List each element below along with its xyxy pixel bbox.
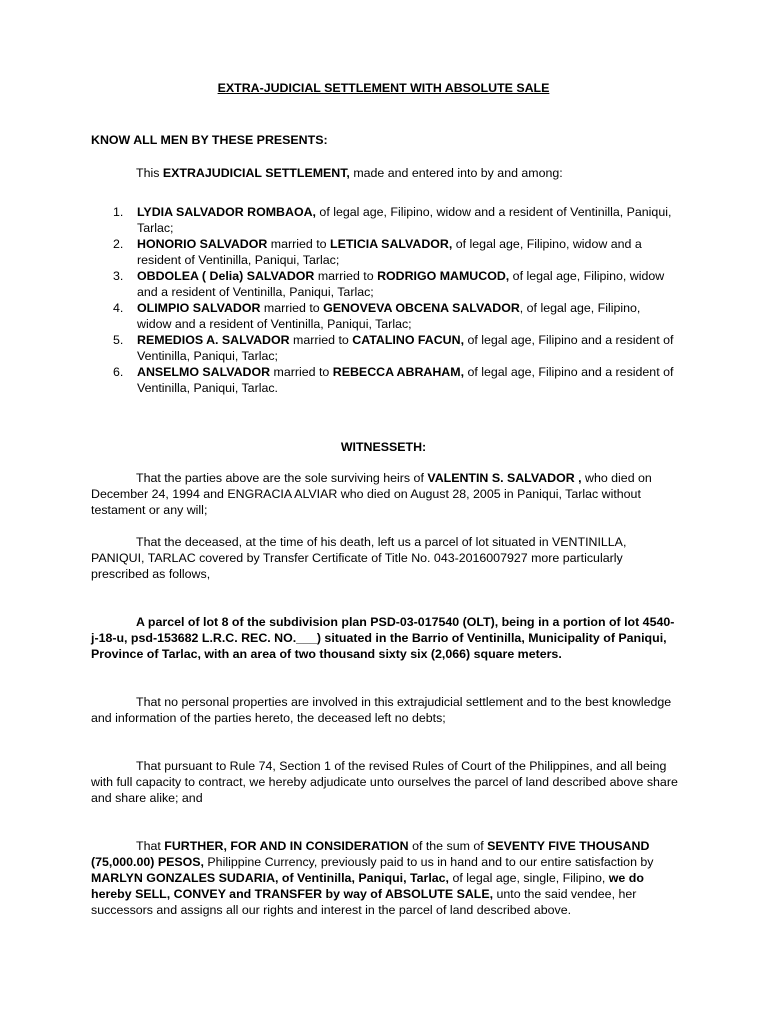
party-number: 1. <box>113 205 124 219</box>
party-details: , of legal age, Filipino, widow and a resident of Ventinilla, Paniqui, Tarlac; <box>137 301 641 331</box>
parties-list <box>91 204 691 396</box>
party-married: married to <box>289 333 353 347</box>
party-name: HONORIO SALVADOR <box>137 237 268 251</box>
sale-text-c: of the sum of <box>408 839 488 853</box>
party-details: of legal age, Filipino, widow and a resident of Ventinilla, Paniqui, Tarlac; <box>137 237 642 267</box>
lot-description-paragraph: A parcel of lot 8 of the subdivision plan PSD-03-017540 (OLT), being in a portion of lot 4540-j-18-u, psd-153682 L.R.C. REC. NO.___) situated in the Barrio of Ventinilla, Municipality of Paniqui, Province of Tarlac, with an area of two thousand sixty six (2,066) square meters. <box>91 615 675 661</box>
party-item <box>91 300 677 332</box>
sale-text-e: Philippine Currency, previously paid to us in hand and to our entire satisfaction by <box>203 855 654 869</box>
sale-paragraph <box>91 838 681 918</box>
sale-amount: SEVENTY FIVE THOUSAND (75,000.00) PESOS, <box>91 839 650 869</box>
sale-text-g: of legal age, single, Filipino, <box>449 871 609 885</box>
party-spouse: LETICIA SALVADOR, <box>330 237 453 251</box>
witnesseth-heading: WITNESSETH: <box>340 440 427 454</box>
heirs-text-a: That the parties above are the sole surviving heirs of <box>136 471 428 485</box>
party-details: of legal age, Filipino and a resident of Ventinilla, Paniqui, Tarlac. <box>137 365 674 395</box>
no-debts-paragraph: That no personal properties are involved in this extrajudicial settlement and to the best knowledge and information of the parties hereto, the deceased left no debts; <box>91 695 672 725</box>
party-number: 2. <box>113 237 124 251</box>
party-details: of legal age, Filipino, widow and a resident of Ventinilla, Paniqui, Tarlac; <box>137 205 672 235</box>
party-spouse: GENOVEVA OBCENA SALVADOR <box>323 301 520 315</box>
party-details: of legal age, Filipino, widow and a resident of Ventinilla, Paniqui, Tarlac; <box>137 269 665 299</box>
sale-text-i: unto the said vendee, her successors and assigns all our rights and interest in the parcel of land described above. <box>91 887 637 917</box>
party-spouse: REBECCA ABRAHAM, <box>332 365 465 379</box>
heirs-text-c: who died on December 24, 1994 and ENGRACIA ALVIAR who died on August 28, 2005 in Paniqui, Tarlac without testament or any will; <box>91 471 652 517</box>
know-all-men-heading: KNOW ALL MEN BY THESE PRESENTS: <box>91 133 328 147</box>
party-name: OBDOLEA ( Delia) SALVADOR <box>137 269 315 283</box>
party-name: OLIMPIO SALVADOR <box>137 301 261 315</box>
party-name: LYDIA SALVADOR ROMBAOA, <box>137 205 316 219</box>
party-name: REMEDIOS A. SALVADOR <box>137 333 290 347</box>
sale-text-a: That <box>136 839 165 853</box>
adjudication-paragraph: That pursuant to Rule 74, Section 1 of the revised Rules of Court of the Philippines, and all being with full capacity to contract, we hereby adjudicate unto ourselves the parcel of land described above share and share alike; and <box>91 759 678 805</box>
heirs-deceased-name: VALENTIN S. SALVADOR , <box>427 471 582 485</box>
intro-suffix: made and entered into by and among: <box>349 166 563 180</box>
party-item <box>91 332 677 364</box>
intro-line <box>136 165 563 181</box>
sale-consideration: FURTHER, FOR AND IN CONSIDERATION <box>164 839 409 853</box>
party-married: married to <box>267 237 331 251</box>
party-item <box>91 204 677 236</box>
party-item <box>91 364 677 396</box>
party-item <box>91 236 677 268</box>
heirs-paragraph <box>91 470 681 518</box>
party-married: married to <box>270 365 333 379</box>
sale-clause: we do hereby SELL, CONVEY and TRANSFER by way of ABSOLUTE SALE, <box>91 871 644 901</box>
property-paragraph: That the deceased, at the time of his death, left us a parcel of lot situated in VENTINILLA, PANIQUI, TARLAC covered by Transfer Certificate of Title No. 043-2016007927 more particularly prescribed as follows, <box>91 535 627 581</box>
document-title: EXTRA-JUDICIAL SETTLEMENT WITH ABSOLUTE SALE <box>217 81 550 95</box>
party-item <box>91 268 677 300</box>
party-married: married to <box>260 301 324 315</box>
sale-vendee: MARLYN GONZALES SUDARIA, of Ventinilla, Paniqui, Tarlac, <box>91 871 449 885</box>
party-number: 6. <box>113 365 124 379</box>
party-spouse: RODRIGO MAMUCOD, <box>377 269 510 283</box>
party-spouse: CATALINO FACUN, <box>352 333 465 347</box>
party-number: 5. <box>113 333 124 347</box>
intro-bold: EXTRAJUDICIAL SETTLEMENT, <box>162 166 350 180</box>
party-details: of legal age, Filipino and a resident of Ventinilla, Paniqui, Tarlac; <box>137 333 674 363</box>
party-number: 4. <box>113 301 124 315</box>
party-number: 3. <box>113 269 124 283</box>
intro-prefix: This <box>136 166 163 180</box>
party-married: married to <box>314 269 378 283</box>
party-name: ANSELMO SALVADOR <box>137 365 271 379</box>
